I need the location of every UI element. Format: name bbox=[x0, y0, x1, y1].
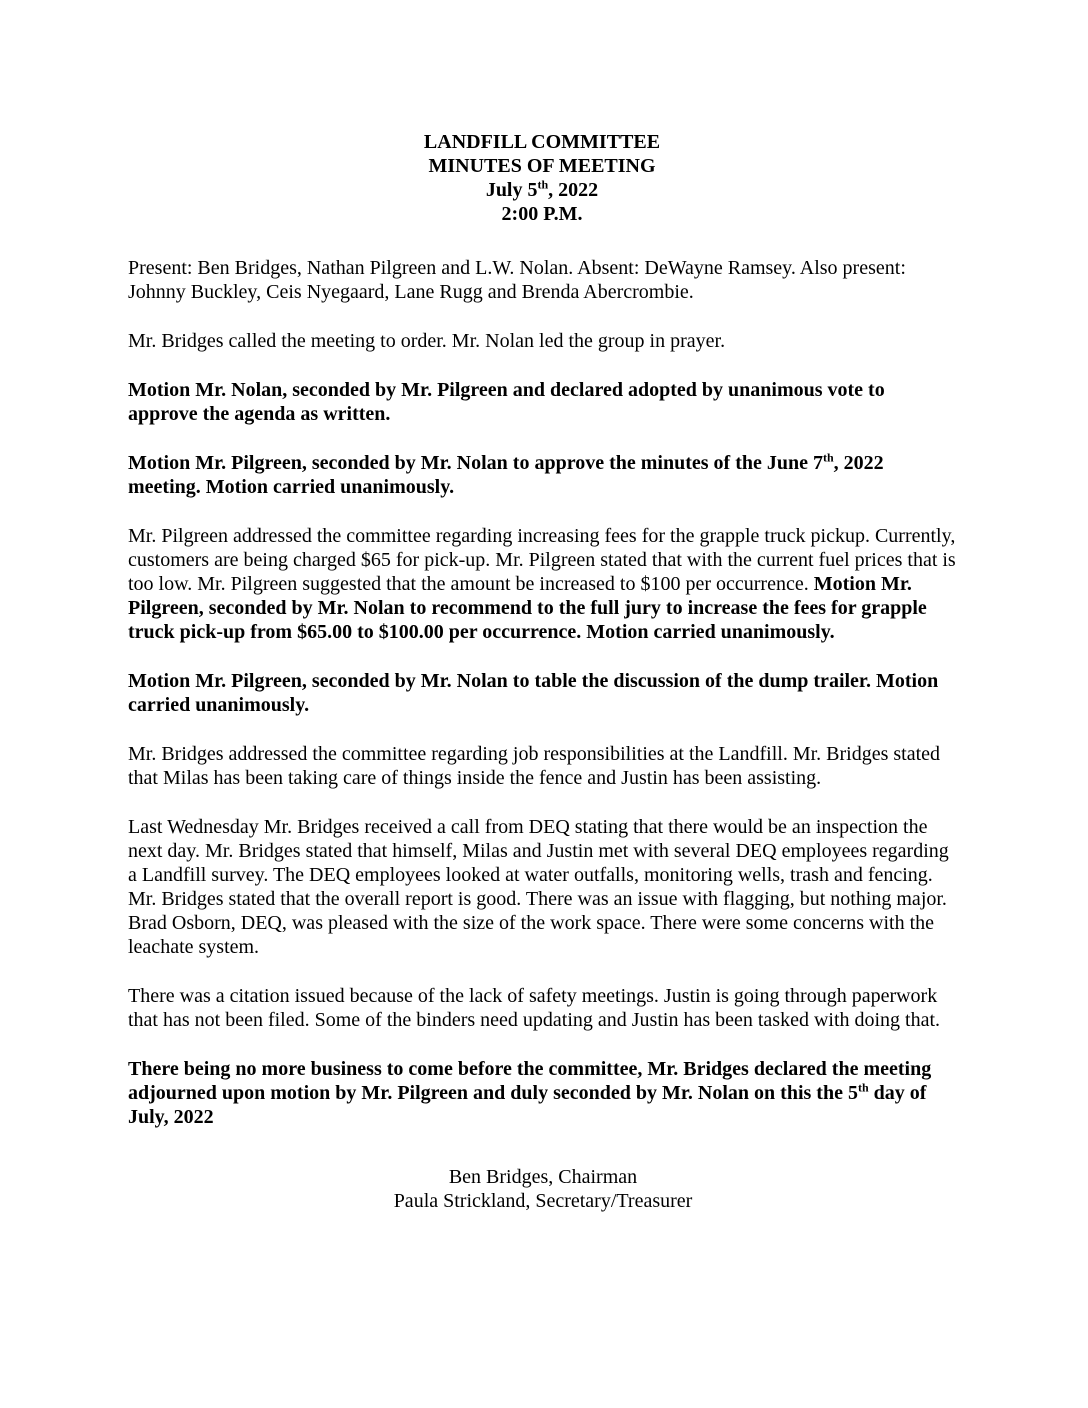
dump-trailer-motion-paragraph: Motion Mr. Pilgreen, seconded by Mr. Nolan to table the discussion of the dump trailer. Motion carried unanimously. bbox=[128, 670, 939, 716]
document-header bbox=[126, 130, 958, 226]
document-page bbox=[128, 130, 958, 1213]
minutes-motion-paragraph bbox=[128, 451, 958, 499]
document-type: MINUTES OF MEETING bbox=[428, 155, 656, 177]
citation-paragraph: There was a citation issued because of the lack of safety meetings. Justin is going through paperwork that has not been filed. Some of the binders need updating and Justin has been tasked with doing that. bbox=[128, 985, 941, 1031]
adjournment-text-end: day of July, 2022 bbox=[128, 1082, 927, 1128]
date-year: , 2022 bbox=[548, 179, 599, 201]
call-to-order-paragraph: Mr. Bridges called the meeting to order. Mr. Nolan led the group in prayer. bbox=[128, 330, 726, 352]
adjournment-text: There being no more business to come before the committee, Mr. Bridges declared the meeting adjourned upon motion by Mr. Pilgreen and duly seconded by Mr. Nolan on this the 5 bbox=[128, 1058, 932, 1104]
date-ordinal: th bbox=[537, 177, 549, 192]
grapple-fee-discussion: Mr. Pilgreen addressed the committee regarding increasing fees for the grapple truck pickup. Currently, customers are being charged $65 for pick-up. Mr. Pilgreen stated that with the current fuel prices that is too low. Mr. Pilgreen suggested that the amount be increased to $100 per occurrence. bbox=[128, 525, 956, 595]
deq-inspection-paragraph: Last Wednesday Mr. Bridges received a call from DEQ stating that there would be an inspection the next day. Mr. Bridges stated that himself, Milas and Justin met with several DEQ employees regarding a Landfill survey. The DEQ employees looked at water outfalls, monitoring wells, trash and fencing. Mr. Bridges stated that the overall report is good. There was an issue with flagging, but nothing major. Brad Osborn, DEQ, was pleased with the size of the work space. There were some concerns with the leachate system. bbox=[128, 816, 949, 958]
committee-title: LANDFILL COMMITTEE bbox=[423, 131, 661, 153]
attendance-paragraph: Present: Ben Bridges, Nathan Pilgreen and L.W. Nolan. Absent: DeWayne Ramsey. Also present: Johnny Buckley, Ceis Nyegaard, Lane Rugg and Brenda Abercrombie. bbox=[128, 257, 906, 303]
minutes-motion-ordinal: th bbox=[823, 450, 834, 465]
meeting-time: 2:00 P.M. bbox=[501, 203, 583, 225]
adjournment-paragraph bbox=[128, 1057, 958, 1129]
date-text: July 5 bbox=[485, 179, 538, 201]
secretary-signature: Paula Strickland, Secretary/Treasurer bbox=[393, 1190, 693, 1212]
meeting-date bbox=[126, 178, 958, 202]
grapple-fee-paragraph bbox=[128, 524, 958, 644]
grapple-fee-motion: Motion Mr. Pilgreen, seconded by Mr. Nolan to recommend to the full jury to increase the fees for grapple truck pick-up from $65.00 to $100.00 per occurrence. Motion carried unanimously. bbox=[128, 573, 927, 643]
agenda-motion-paragraph: Motion Mr. Nolan, seconded by Mr. Pilgreen and declared adopted by unanimous vote to approve the agenda as written. bbox=[128, 379, 885, 425]
chairman-signature: Ben Bridges, Chairman bbox=[448, 1166, 638, 1188]
adjournment-ordinal: th bbox=[857, 1080, 869, 1095]
minutes-motion-text: Motion Mr. Pilgreen, seconded by Mr. Nolan to approve the minutes of the June 7 bbox=[128, 452, 823, 474]
minutes-motion-text-end: , 2022 meeting. Motion carried unanimously. bbox=[128, 452, 884, 498]
signature-block bbox=[128, 1165, 958, 1213]
job-responsibilities-paragraph: Mr. Bridges addressed the committee regarding job responsibilities at the Landfill. Mr. Bridges stated that Milas has been taking care of things inside the fence and Justin has been assisting. bbox=[128, 743, 941, 789]
